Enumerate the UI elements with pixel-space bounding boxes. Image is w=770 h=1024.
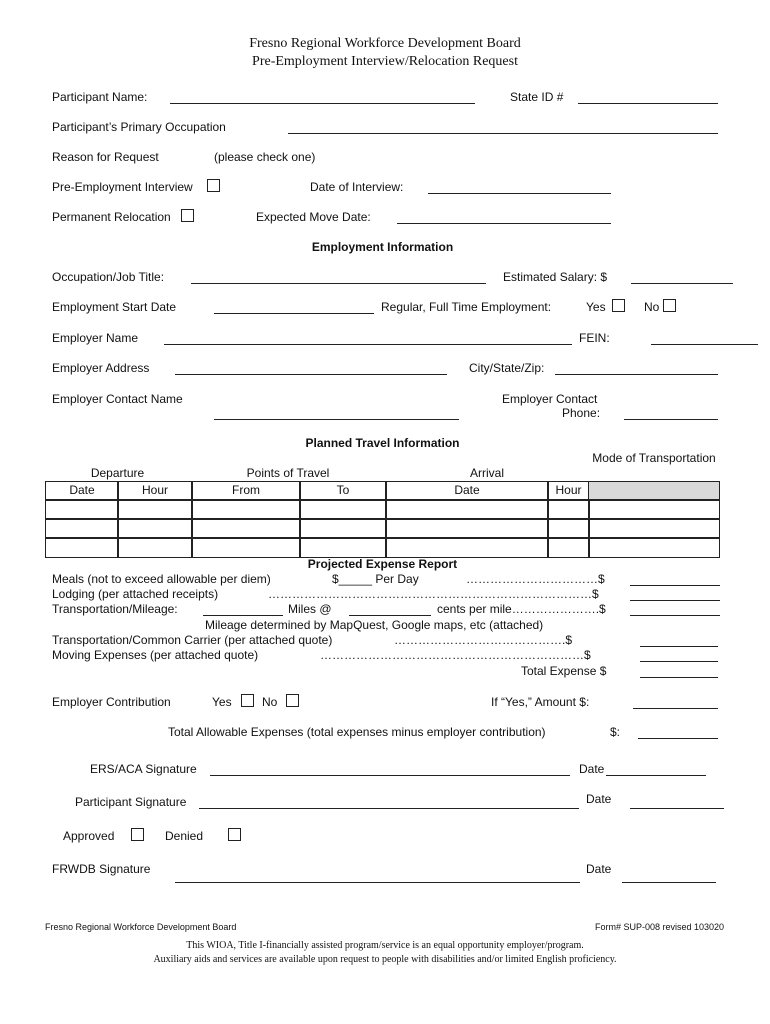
denied-checkbox[interactable] — [228, 828, 241, 841]
start-date-field[interactable] — [214, 313, 374, 314]
mileage-note: Mileage determined by MapQuest, Google maps, etc (attached) — [205, 618, 544, 632]
frwdb-signature-field[interactable] — [175, 882, 580, 883]
total-allowable-label: Total Allowable Expenses (total expenses minus employer contribution) — [168, 725, 546, 739]
arrival-group-label: Arrival — [469, 466, 504, 480]
ers-date-field[interactable] — [606, 775, 706, 776]
travel-cell[interactable] — [385, 537, 549, 558]
frwdb-date-label: Date — [586, 862, 612, 876]
date-of-interview-label: Date of Interview: — [310, 180, 404, 194]
approved-checkbox[interactable] — [131, 828, 144, 841]
total-expense-field[interactable] — [640, 677, 718, 678]
travel-col-header — [385, 481, 549, 501]
reason-hint: (please check one) — [214, 150, 316, 164]
travel-cell[interactable] — [299, 537, 387, 558]
state-id-field[interactable] — [578, 103, 718, 104]
estimated-salary-field[interactable] — [631, 283, 733, 284]
reason-label: Reason for Request — [52, 150, 159, 164]
miles-field[interactable] — [203, 615, 283, 616]
mode-group-label: Mode of Transportation — [592, 451, 716, 465]
employer-address-label: Employer Address — [52, 361, 150, 375]
fein-field[interactable] — [651, 344, 758, 345]
lodging-label: Lodging (per attached receipts) — [52, 587, 219, 601]
estimated-salary-label: Estimated Salary: $ — [503, 270, 608, 284]
departure-group-label: Departure — [90, 466, 145, 480]
permanent-relocation-label: Permanent Relocation — [52, 210, 171, 224]
lodging-dots: ………………………………………………………………………$ — [268, 587, 599, 601]
travel-cell[interactable] — [45, 537, 119, 558]
meals-rate: $_____ Per Day — [332, 572, 419, 586]
employer-name-label: Employer Name — [52, 331, 139, 345]
travel-cell[interactable] — [385, 499, 549, 520]
expected-move-field[interactable] — [397, 223, 611, 224]
contribution-no-checkbox[interactable] — [286, 694, 299, 707]
total-expense-label: Total Expense $ — [521, 664, 607, 678]
form-subtitle: Pre-Employment Interview/Relocation Request — [252, 54, 518, 69]
employer-contact-phone-label-2: Phone: — [562, 406, 601, 420]
permanent-relocation-checkbox[interactable] — [181, 209, 194, 222]
ers-signature-field[interactable] — [210, 775, 570, 776]
travel-cell[interactable] — [385, 518, 549, 539]
common-carrier-label: Transportation/Common Carrier (per attached quote) — [52, 633, 333, 647]
travel-col-header — [299, 481, 387, 501]
travel-cell[interactable] — [117, 518, 193, 539]
travel-cell[interactable] — [299, 518, 387, 539]
participant-date-label: Date — [586, 792, 612, 806]
participant-date-field[interactable] — [630, 808, 724, 809]
if-yes-amount-label: If “Yes,” Amount $: — [491, 695, 590, 709]
city-state-zip-label: City/State/Zip: — [469, 361, 545, 375]
regular-ft-label: Regular, Full Time Employment: — [381, 300, 552, 314]
travel-cell[interactable] — [191, 499, 301, 520]
participant-signature-label: Participant Signature — [75, 795, 187, 809]
common-carrier-amount-field[interactable] — [640, 646, 718, 647]
ers-date-label: Date — [579, 762, 605, 776]
state-id-label: State ID # — [510, 90, 564, 104]
denied-label: Denied — [165, 829, 204, 843]
occupation-field[interactable] — [288, 133, 718, 134]
expense-heading: Projected Expense Report — [307, 557, 458, 571]
employer-contact-phone-label-1: Employer Contact — [502, 392, 598, 406]
travel-col-header — [588, 481, 720, 501]
participant-name-field[interactable] — [170, 103, 475, 104]
frwdb-signature-label: FRWDB Signature — [52, 862, 151, 876]
travel-col-header-text: To — [336, 483, 350, 497]
expected-move-label: Expected Move Date: — [256, 210, 371, 224]
travel-cell[interactable] — [588, 499, 720, 520]
travel-cell[interactable] — [299, 499, 387, 520]
travel-col-header-text: From — [232, 483, 260, 497]
employer-contact-field[interactable] — [214, 419, 459, 420]
travel-cell[interactable] — [588, 537, 720, 558]
meals-label: Meals (not to exceed allowable per diem) — [52, 572, 271, 586]
start-date-label: Employment Start Date — [52, 300, 177, 314]
common-carrier-dots: …………………………………….$ — [394, 633, 573, 647]
employer-contact-phone-field[interactable] — [624, 419, 718, 420]
moving-amount-field[interactable] — [640, 661, 718, 662]
footer-accessibility: Auxiliary aids and services are available upon request to people with disabilities and/or limited English proficiency. — [153, 954, 617, 965]
approved-label: Approved — [63, 829, 115, 843]
fein-label: FEIN: — [579, 331, 610, 345]
travel-cell[interactable] — [547, 537, 590, 558]
travel-cell[interactable] — [45, 499, 119, 520]
footer-org: Fresno Regional Workforce Development Board — [45, 922, 237, 932]
contribution-yes-label: Yes — [212, 695, 232, 709]
pre-employment-label: Pre-Employment Interview — [52, 180, 193, 194]
contribution-label: Employer Contribution — [52, 695, 171, 709]
city-state-zip-field[interactable] — [555, 374, 718, 375]
travel-heading: Planned Travel Information — [305, 436, 460, 450]
moving-label: Moving Expenses (per attached quote) — [52, 648, 259, 662]
mileage-amount-field[interactable] — [630, 615, 720, 616]
travel-col-header-text: Hour — [141, 483, 168, 497]
travel-cell[interactable] — [45, 518, 119, 539]
travel-col-header-text: Date — [454, 483, 480, 497]
travel-cell[interactable] — [547, 499, 590, 520]
travel-cell[interactable] — [117, 499, 193, 520]
points-group-label: Points of Travel — [246, 466, 330, 480]
regular-ft-yes-label: Yes — [586, 300, 606, 314]
contribution-amount-field[interactable] — [633, 708, 718, 709]
occupation-title-field[interactable] — [191, 283, 486, 284]
form-title: Fresno Regional Workforce Development Board — [249, 36, 521, 51]
date-of-interview-field[interactable] — [428, 193, 611, 194]
employer-address-field[interactable] — [175, 374, 447, 375]
footer-form-number: Form# SUP-008 revised 103020 — [595, 922, 725, 932]
ers-signature-label: ERS/ACA Signature — [90, 762, 197, 776]
transportation-label: Transportation/Mileage: — [52, 602, 178, 616]
travel-col-header-text: Date — [69, 483, 95, 497]
employer-name-field[interactable] — [164, 344, 572, 345]
footer-equal-opportunity: This WIOA, Title I-financially assisted program/service is an equal opportunity employer/program. — [186, 940, 584, 951]
moving-dots: …………………………………………………………$ — [320, 648, 591, 662]
regular-ft-no-checkbox[interactable] — [663, 299, 676, 312]
travel-col-header — [547, 481, 590, 501]
travel-cell[interactable] — [547, 518, 590, 539]
travel-cell[interactable] — [588, 518, 720, 539]
miles-label: Miles @ — [288, 602, 332, 616]
participant-name-label: Participant Name: — [52, 90, 148, 104]
travel-col-header-text: Hour — [555, 483, 582, 497]
meals-amount-field[interactable] — [630, 585, 720, 586]
cents-label: cents per mile………………….$ — [437, 602, 606, 616]
cents-field[interactable] — [349, 615, 431, 616]
occupation-label: Participant’s Primary Occupation — [52, 120, 226, 134]
travel-col-header — [117, 481, 193, 501]
employment-heading: Employment Information — [311, 240, 454, 254]
lodging-amount-field[interactable] — [630, 600, 720, 601]
total-allowable-dollar: $: — [610, 725, 621, 739]
total-allowable-field[interactable] — [638, 738, 718, 739]
frwdb-date-field[interactable] — [622, 882, 716, 883]
travel-col-header — [45, 481, 119, 501]
pre-employment-checkbox[interactable] — [207, 179, 220, 192]
occupation-title-label: Occupation/Job Title: — [52, 270, 165, 284]
regular-ft-yes-checkbox[interactable] — [612, 299, 625, 312]
travel-cell[interactable] — [191, 537, 301, 558]
contribution-yes-checkbox[interactable] — [241, 694, 254, 707]
employer-contact-label: Employer Contact Name — [52, 392, 183, 406]
contribution-no-label: No — [262, 695, 278, 709]
travel-cell[interactable] — [191, 518, 301, 539]
travel-cell[interactable] — [117, 537, 193, 558]
participant-signature-field[interactable] — [199, 808, 579, 809]
travel-col-header — [191, 481, 301, 501]
meals-dots: ……………………………$ — [466, 572, 605, 586]
travel-table — [45, 481, 719, 557]
regular-ft-no-label: No — [644, 300, 660, 314]
